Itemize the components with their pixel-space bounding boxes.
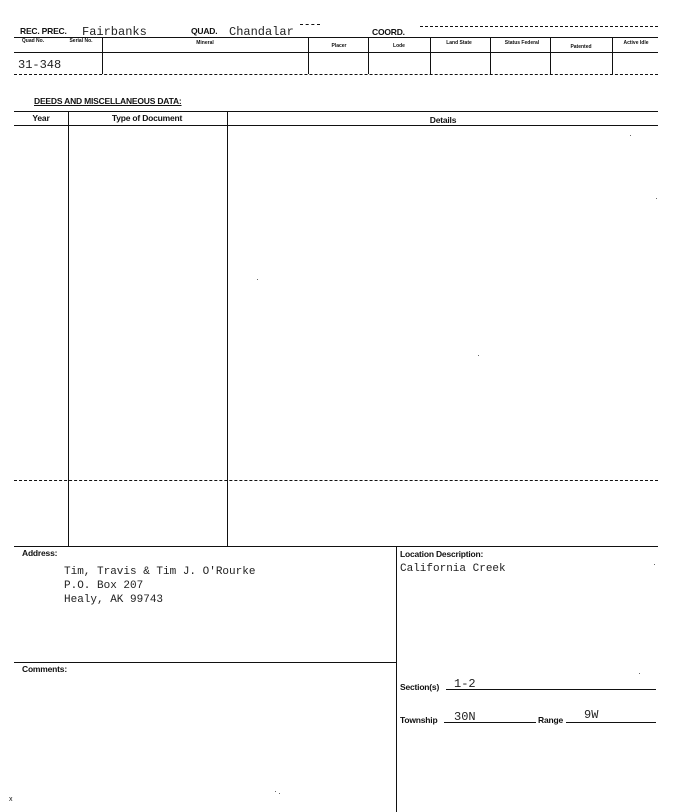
header-divider-active [612, 37, 613, 74]
address-line-1: Tim, Travis & Tim J. O'Rourke [64, 566, 256, 578]
header-divider-mineral [102, 37, 103, 74]
col-placer: Placer [331, 43, 347, 49]
scan-speck [257, 279, 258, 280]
quad-label: QUAD. [191, 26, 218, 36]
deeds-col-details: Details [429, 115, 457, 125]
col-active-idle: Active Idle [623, 40, 649, 46]
section-label: Section(s) [400, 682, 440, 692]
header-label-rule [14, 52, 658, 53]
deeds-header-rule [14, 125, 658, 126]
location-value: California Creek [400, 563, 506, 575]
footer-mark: x [9, 796, 13, 803]
comments-label: Comments: [22, 664, 67, 674]
address-label: Address: [22, 548, 58, 558]
col-patented: Patented [570, 44, 592, 50]
lower-top-rule [14, 546, 658, 547]
col-quad-no: Quad No. [21, 38, 45, 44]
col-serial-no: Serial No. [69, 38, 93, 44]
scan-speck [654, 564, 655, 565]
township-label: Township [400, 715, 438, 725]
header-divider-lode [368, 37, 369, 74]
header-top-rule [14, 37, 658, 38]
header-bottom-dashed [14, 74, 658, 75]
deeds-dashed-rule [14, 480, 658, 481]
quad-no-value: 31-348 [18, 58, 62, 72]
township-underline [444, 722, 536, 723]
range-value: 9W [584, 708, 599, 722]
col-mineral: Mineral [196, 40, 214, 46]
header-divider-placer [308, 37, 309, 74]
scan-speck [639, 673, 640, 674]
scan-speck [656, 198, 657, 199]
address-line-3: Healy, AK 99743 [64, 594, 164, 606]
coord-dashed-tick [300, 24, 320, 25]
township-value: 30N [454, 710, 476, 724]
header-divider-patented [550, 37, 551, 74]
range-underline [566, 722, 656, 723]
header-divider-status [490, 37, 491, 74]
scan-speck [630, 135, 631, 136]
coord-dashed-line [420, 26, 658, 27]
section-value: 1-2 [454, 677, 476, 691]
scan-speck [279, 793, 280, 794]
scan-speck [275, 791, 276, 792]
header-divider-land [430, 37, 431, 74]
location-label: Location Description: [400, 549, 484, 559]
col-lode: Lode [393, 43, 405, 49]
address-line-2: P.O. Box 207 [64, 580, 144, 592]
deeds-section-title: DEEDS AND MISCELLANEOUS DATA: [34, 96, 182, 106]
deeds-top-rule [14, 111, 658, 112]
rec-prec-label: REC. PREC. [20, 26, 67, 36]
deeds-col-type: Type of Document [111, 113, 183, 123]
quad-value: Chandalar [229, 25, 294, 39]
coord-label: COORD. [372, 27, 405, 37]
comments-top-rule [14, 662, 396, 663]
range-label: Range [538, 715, 563, 725]
col-land-state: Land State [446, 40, 472, 46]
scan-speck [478, 355, 479, 356]
col-status-federal: Status Federal [504, 40, 540, 46]
lower-center-divider [396, 546, 397, 812]
deeds-col-year: Year [32, 113, 50, 123]
rec-prec-value: Fairbanks [82, 25, 147, 39]
section-underline [446, 689, 656, 690]
